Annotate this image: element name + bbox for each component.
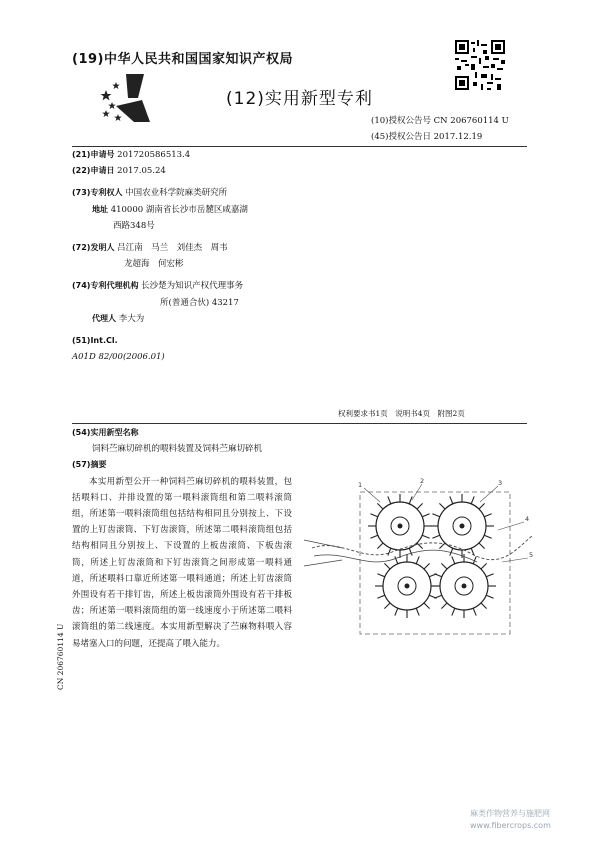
publication-number: (10)授权公告号 CN 206760114 U [371, 116, 509, 126]
agent: 李大为 [118, 313, 145, 324]
agency-line-2: 所(普通合伙) 43217 [160, 297, 239, 308]
upper-plate-roller [430, 494, 494, 558]
watermark-line-2: www.fibercrops.com [470, 821, 551, 830]
abstract-figure [302, 478, 537, 643]
office-header: (19)中华人民共和国国家知识产权局 [72, 52, 293, 67]
publication-info [371, 113, 509, 145]
feed-inlet-line [304, 560, 342, 566]
office-logo [98, 72, 160, 124]
abstract-text: 本实用新型公开一种饲料苎麻切碎机的喂料装置，包括喂料口、并排设置的第一喂料滚筒组和第二喂料滚筒组，所述第一喂料滚筒组包括结构相同且分别按上、下设置的上钉齿滚筒、下钉齿滚筒，所述第二喂料滚筒组包括结构相同且分别按上、下设置的上板齿滚筒、下板齿滚筒，所述上钉齿滚筒和下钉齿滚筒之间形成第一喂料通道，所述喂料口靠近所述第一喂料通道；所述上钉齿滚筒外围设有若干排钉齿，所述上板齿滚筒外围设有若干排板齿；所述第一喂料滚筒组的第一线速度小于所述第二喂料滚筒组的第二线速度。本实用新型解决了苎麻物料喂入容易堵塞入口的问题，还提高了喂入能力。 [72, 476, 292, 649]
title-label: (54)实用新型名称 [72, 428, 139, 437]
document-type: (12)实用新型专利 [226, 89, 373, 109]
address-line-1: 410000 湖南省长沙市岳麓区咸嘉湖 [110, 204, 248, 215]
inventors-line-2: 龙超海 何宏彬 [124, 259, 184, 270]
figure-label: 2 [420, 478, 425, 485]
abstract-section [72, 425, 292, 652]
agency-label: (74)专利代理机构 [72, 281, 139, 291]
owner: 中国农业科学院麻类研究所 [125, 188, 228, 199]
application-number: 201720586513.4 [117, 150, 191, 160]
feed-inlet-line [304, 540, 342, 548]
agent-label: 代理人 [92, 313, 116, 323]
qr-code [455, 40, 505, 90]
figure-label: 5 [529, 551, 534, 559]
owner-label: (73)专利权人 [72, 188, 123, 198]
application-number-row [72, 147, 372, 163]
upper-spike-roller [368, 494, 432, 558]
side-publication-number: CN 206760114 U [56, 623, 65, 690]
lower-plate-roller [432, 554, 496, 618]
agent-row [72, 311, 372, 327]
bibliographic-data [72, 147, 372, 365]
inventor-row [72, 240, 372, 256]
abstract-label: (57)摘要 [72, 460, 107, 470]
watermark [470, 808, 551, 832]
figure-label: 1 [358, 481, 363, 489]
application-number-label: (21)申请号 [72, 150, 115, 159]
publication-date: (45)授权公告日 2017.12.19 [371, 132, 483, 142]
address-row [72, 202, 372, 218]
figure-label: 4 [525, 515, 530, 523]
filing-date-row [72, 163, 372, 179]
utility-model-title: 饲料苎麻切碎机的喂料装置及饲料苎麻切碎机 [92, 444, 263, 455]
filing-date: 2017.05.24 [117, 166, 166, 177]
address-label: 地址 [92, 204, 108, 214]
ipc-label: (51)Int.Cl. [72, 336, 118, 346]
agency-line-1: 长沙楚为知识产权代理事务 [141, 281, 244, 292]
inventors-line-1: 吕江南 马兰 刘佳杰 周韦 [117, 243, 228, 254]
agency-row [72, 278, 372, 294]
inventor-label: (72)发明人 [72, 243, 115, 253]
page-counts: 权利要求书1页 说明书4页 附图2页 [338, 409, 465, 418]
abstract-rule [72, 423, 527, 424]
watermark-line-1: 麻类作物营养与施肥网 [470, 809, 550, 818]
filing-date-label: (22)申请日 [72, 166, 115, 176]
figure-label: 3 [498, 479, 503, 487]
owner-row [72, 185, 372, 201]
ipc-code: A01D 82/00(2006.01) [72, 352, 165, 363]
lower-spike-roller [375, 554, 439, 618]
address-line-2: 西路348号 [113, 220, 155, 231]
